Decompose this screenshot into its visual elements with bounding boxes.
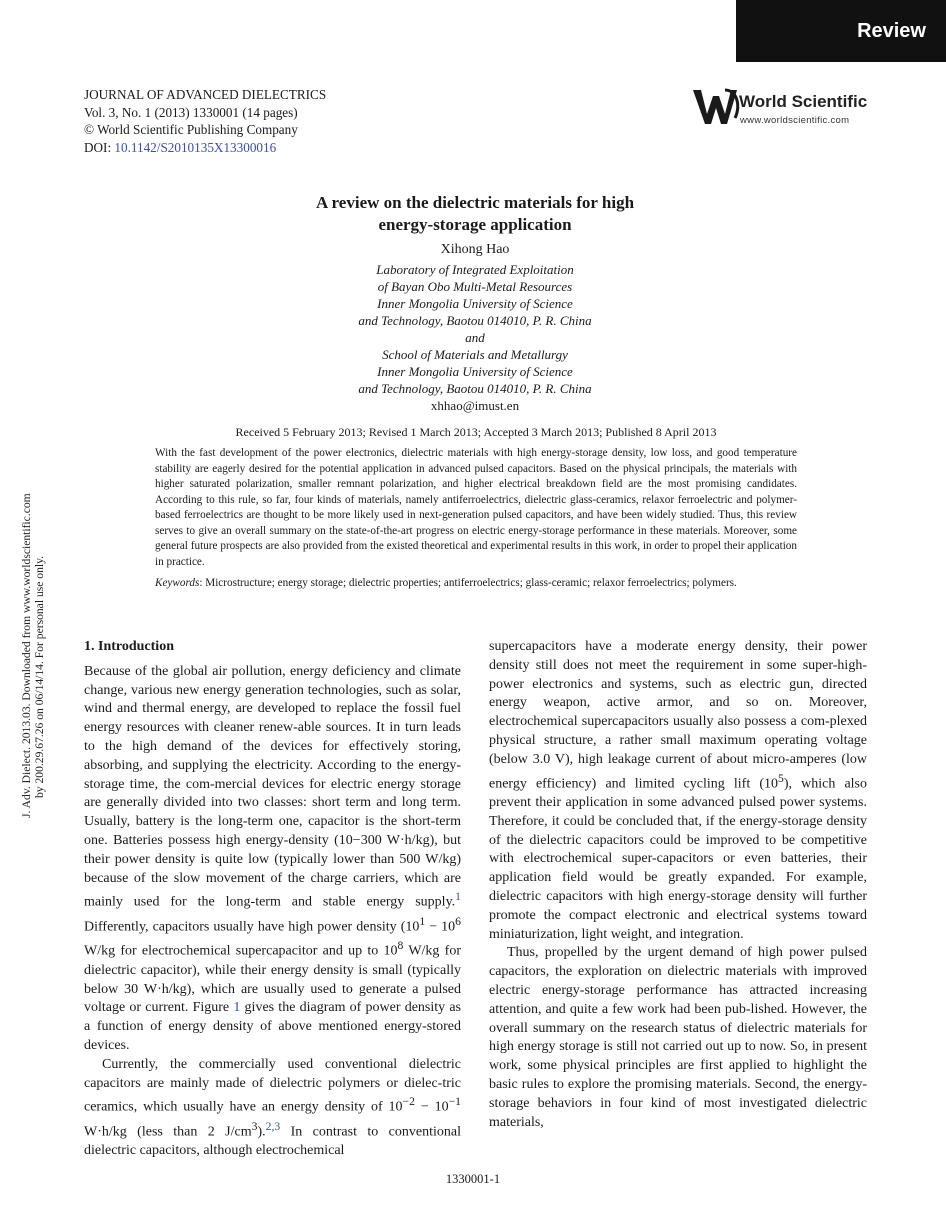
text-run: W/kg for electrochemical supercapacitor and up to 10	[84, 943, 398, 959]
affiliation-block	[200, 261, 750, 397]
publisher-name: World Scientific	[739, 92, 868, 111]
affiliation-line: of Bayan Obo Multi-Metal Resources	[377, 279, 573, 294]
journal-doi	[84, 139, 326, 157]
text-run: Currently, the commercially used conventional dielectric capacitors are mainly made of dielectric polymers or dielec-tric ceramics, which usually have an energy density of 10	[84, 1056, 461, 1115]
superscript: −2	[402, 1095, 415, 1109]
publication-dates: Received 5 February 2013; Revised 1 March 2013; Accepted 3 March 2013; Published 8 April 2013	[235, 425, 717, 439]
sidebar-line-2: by 200.29.67.26 on 06/14/14. For personal use only.	[33, 555, 46, 798]
doi-link[interactable]: 10.1142/S2010135X13300016	[114, 139, 277, 155]
figure-link[interactable]: 1	[233, 1000, 241, 1016]
sidebar-line-1: J. Adv. Dielect. 2013.03. Downloaded from www.worldscientific.com	[20, 493, 33, 818]
doi-label: DOI:	[84, 139, 115, 155]
section-heading: 1. Introduction	[84, 639, 174, 654]
text-run: W·h/kg (less than 2 J/cm	[84, 1124, 252, 1140]
superscript: 5	[778, 771, 784, 785]
author-name: Xihong Hao	[440, 242, 510, 257]
text-run: − 10	[425, 919, 456, 935]
affiliation-line: and Technology, Baotou 014010, P. R. China	[358, 313, 592, 328]
paragraph	[84, 1056, 461, 1161]
paragraph: Thus, propelled by the urgent demand of high power pulsed capacitors, the exploration on dielectric materials with improved electric energy-storage performance has attracted increasing attention, and quite a few work had been pub-lished. However, the overall summary on the research status of dielectric materials for high energy storage is still not carried out up to now. So, in present work, some physical principles are first applied to highlight the basic rules to explore the promising materials. Second, the energy-storage behaviors in four kind of most investigated dielectric materials,	[489, 945, 867, 1130]
keywords-label: Keywords	[155, 577, 200, 589]
keywords-list: : Microstructure; energy storage; dielectric properties; antiferroelectrics; glass-ceramic; relaxor ferroelectrics; polymers.	[199, 577, 737, 589]
author-email[interactable]: xhhao@imust.en	[430, 398, 520, 413]
superscript: 6	[455, 914, 461, 928]
journal-volume: Vol. 3, No. 1 (2013) 1330001 (14 pages)	[84, 104, 298, 120]
superscript: −1	[448, 1095, 461, 1109]
body-right-column	[489, 638, 867, 1132]
journal-copyright: © World Scientific Publishing Company	[84, 122, 298, 137]
affiliation-line: Inner Mongolia University of Science	[377, 364, 573, 379]
text-run: Because of the global air pollution, energy deficiency and climate change, various new energy generation technologies, such as solar, wind and thermal energy, are developed to replace the fossil fuel energy resources with cleaner renew-able sources. It in turn leads to the high demand of the devices for effectively storing, absorbing, and supplying the electricity. According to the energy-storage time, the com-mercial devices for electric energy storage are generally divided into two classes: short term and long term. Usually, battery is the long-term one, capacitor is the short-term one. Batteries possess high energy-density (10−300 W·h/kg), but their power density is quite low (typically lower than 500 W/kg) because of the slow movement of the charge carriers, which are mainly used for the long-term and stable energy supply.	[84, 663, 461, 911]
title-line-2: energy-storage application	[378, 215, 572, 234]
body-left-column	[84, 638, 461, 1161]
affiliation-line: and	[465, 330, 485, 345]
text-run: − 10	[414, 1099, 449, 1115]
page-number: 1330001-1	[445, 1172, 501, 1186]
keywords	[155, 576, 797, 591]
citation-link[interactable]: 2,3	[265, 1119, 281, 1133]
superscript: 1	[419, 914, 426, 928]
affiliation-line: School of Materials and Metallurgy	[382, 347, 568, 362]
sidebar-text-svg	[20, 438, 46, 818]
abstract: With the fast development of the power electronics, dielectric materials with high energy-storage density, low loss, and good temperature stability are eagerly desired for the potential application in advanced pulsed capacitors. Based on the physical principals, the materials with higher saturated polarization, smaller remnant polarization, and higher electrical breakdown field are the most promising candidates. According to this rule, so far, four kinds of materials, namely antiferroelectrics, dielectric glass-ceramics, relaxor ferroelectric and polymer-based ferroelectrics are thought to be more likely used in next-generation pulsed capacitors, and have been widely studied. Thus, this review serves to give an overall summary on the state-of-the-art progress on electric energy-storage performance in these materials. Moreover, some general future prospects are also provided from the existed theoretical and experimental results in this work, in order to propel their application in practice.	[155, 447, 797, 568]
journal-info	[84, 86, 326, 156]
publisher-url[interactable]: www.worldscientific.com	[740, 115, 850, 126]
text-run: ).	[257, 1124, 266, 1140]
superscript: 3	[251, 1119, 258, 1133]
article-type-badge: Review	[736, 0, 946, 62]
text-run: supercapacitors have a moderate energy density, their power density still does not meet the requirement in some super-high-power electronics and systems, such as electric gun, directed energy weapon, active armor, and so on. Moreover, electrochemical supercapacitors usually also possess a com-plexed physical structure, a rather small maximum operating voltage (below 3.0 V), high leakage current of about micro-amperes (low energy efficiency) and limited cycling lift (10	[489, 639, 867, 792]
superscript: 8	[397, 939, 404, 953]
text-run: W/kg for dielectric capacitor), while their energy density is small (typically below 30 W·h/kg), which are usually used to generate a pulsed voltage or current. Figure	[84, 943, 461, 1016]
text-run: In contrast to conventional dielectric capacitors, although electrochemical	[84, 1124, 461, 1159]
paragraph	[84, 663, 461, 1056]
text-run: Differently, capacitors usually have high power density (10	[84, 919, 420, 935]
download-sidebar	[20, 438, 46, 818]
paragraph	[489, 638, 867, 944]
journal-name: JOURNAL OF ADVANCED DIELECTRICS	[84, 87, 327, 102]
affiliation-line: and Technology, Baotou 014010, P. R. China	[358, 381, 592, 396]
affiliation-line: Inner Mongolia University of Science	[377, 296, 573, 311]
text-run: ), which also prevent their application in some advanced pulsed power systems. Therefore, it could be concluded that, if the energy-storage density of the dielectric capacitors could be improved to be competitive with electrochemical super-capacitors or even batteries, their application field would be greatly expanded. For example, dielectric capacitors with high energy-storage density will further promote the compact electronic and electrical systems toward miniaturization, light weight, and integration.	[489, 776, 867, 942]
title-line-1: A review on the dielectric materials for high	[315, 193, 635, 212]
affiliation-line: Laboratory of Integrated Exploitation	[376, 262, 574, 277]
text-run: gives the diagram of power density as a function of energy density of above mentioned energy-stored devices.	[84, 1000, 462, 1053]
paper-title	[200, 192, 750, 236]
citation-link[interactable]: 1	[455, 890, 461, 904]
